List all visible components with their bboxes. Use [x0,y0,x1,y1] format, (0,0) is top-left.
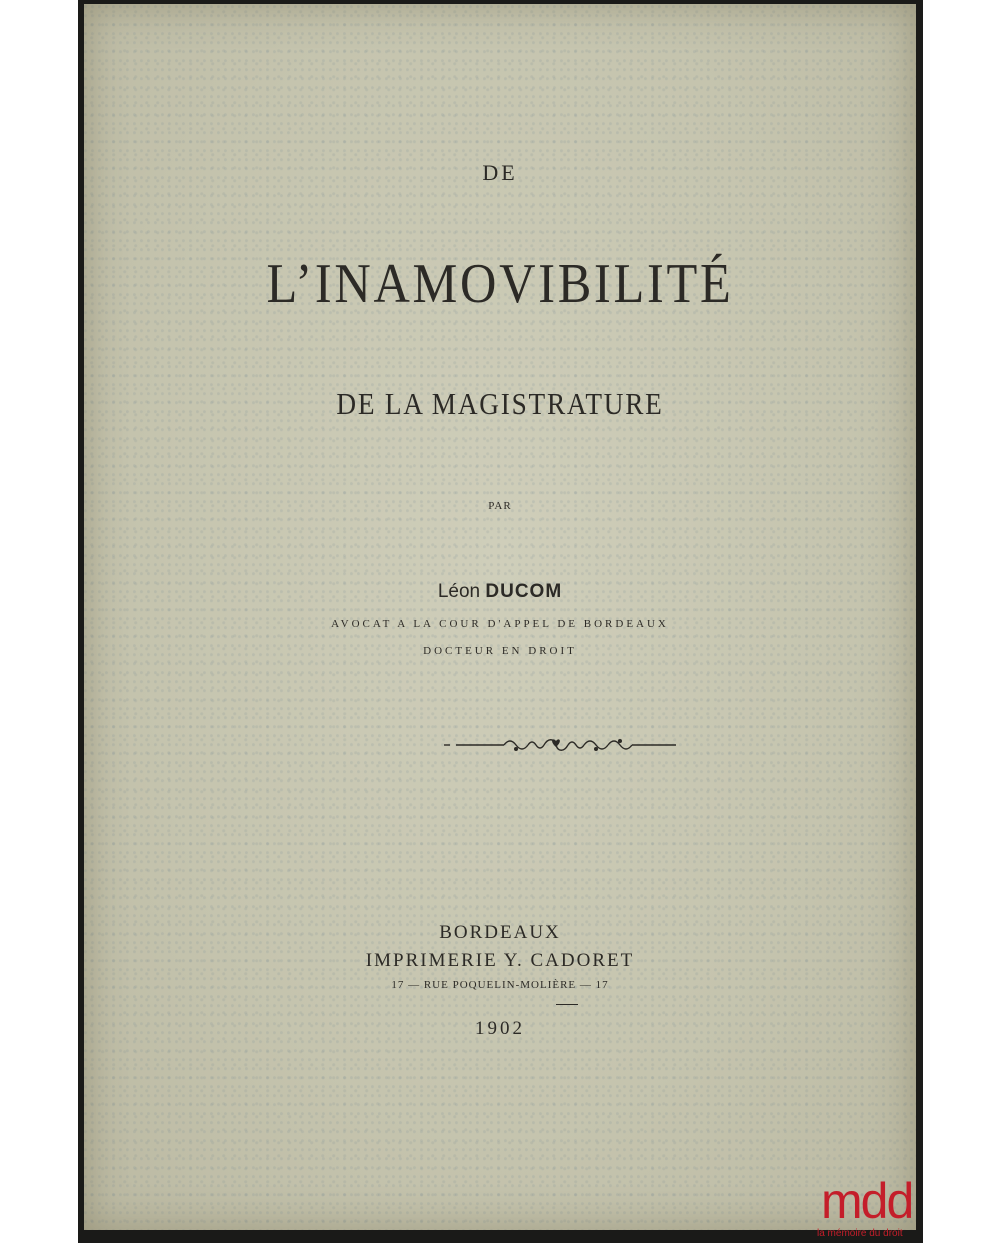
author-degree: DOCTEUR EN DROIT [423,645,577,657]
title-prefix: DE [482,160,518,185]
year-rule [556,1004,578,1005]
mdd-logo-tagline: la mémoire du droit [817,1228,903,1239]
publication-year: 1902 [475,1018,525,1039]
by-label: PAR [488,500,512,512]
author-last-name: DUCOM [485,581,563,602]
author-first-name: Léon [437,581,481,602]
book-cover [84,4,916,1230]
publisher-name: IMPRIMERIE Y. CADORET [365,950,635,971]
author-name [84,581,916,603]
publisher-city: BORDEAUX [439,922,561,943]
ornament-divider-icon [444,732,684,758]
publisher-address: 17 — RUE POQUELIN-MOLIÈRE — 17 [391,979,609,991]
mdd-logo [815,1173,925,1242]
main-title: L’INAMOVIBILITÉ [266,253,734,315]
subtitle: DE LA MAGISTRATURE [336,386,664,421]
mdd-logo-letters: mdd [821,1173,913,1229]
author-title: AVOCAT A LA COUR D'APPEL DE BORDEAUX [331,618,669,630]
